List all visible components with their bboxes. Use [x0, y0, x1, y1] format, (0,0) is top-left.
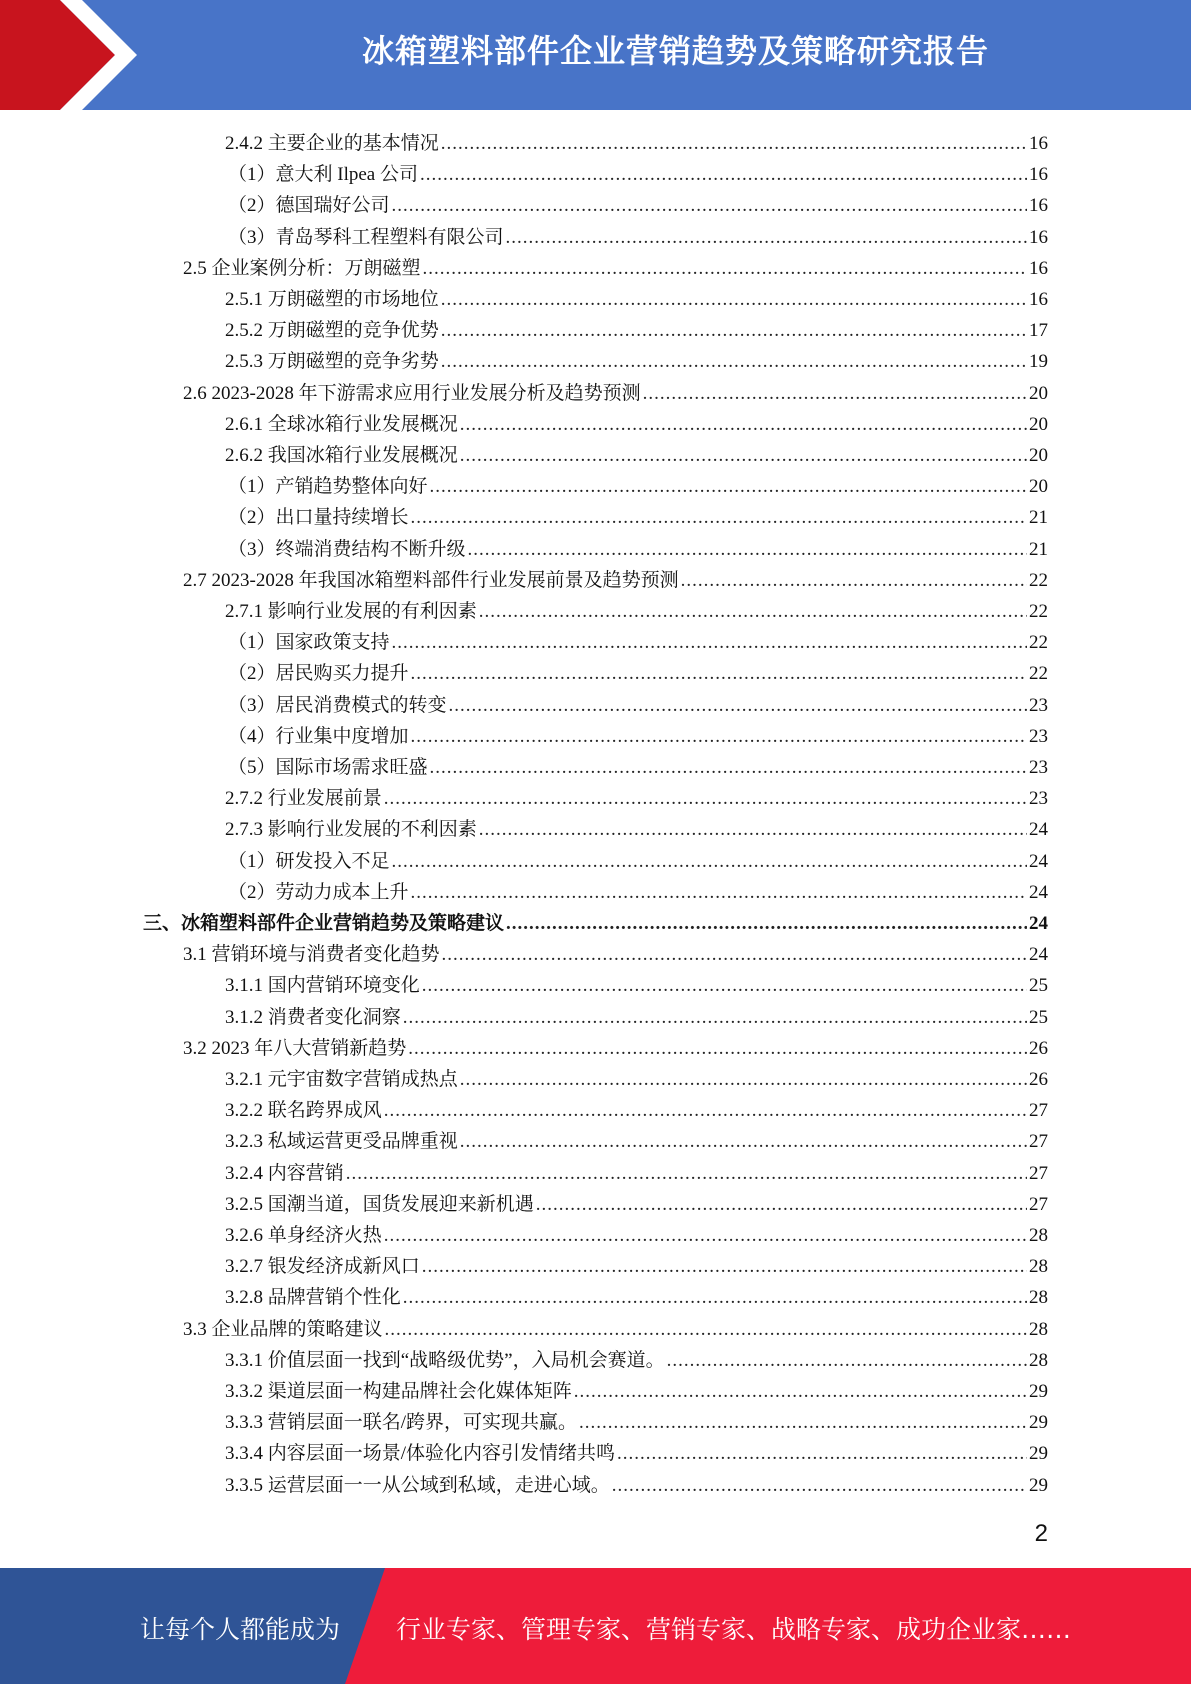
toc-entry-label: （3）终端消费结构不断升级	[228, 538, 466, 560]
toc-entry[interactable]	[183, 565, 1048, 596]
toc-dot-leader	[612, 1475, 1027, 1497]
toc-entry[interactable]	[183, 378, 1048, 409]
toc-entry-page: 21	[1029, 507, 1048, 529]
toc-entry-label: 3.3.5 运营层面一一从公域到私域，走进心域。	[225, 1474, 610, 1496]
toc-entry[interactable]	[228, 846, 1048, 877]
toc-dot-leader	[506, 913, 1027, 935]
toc-entry-label: 2.7.3 影响行业发展的不利因素	[225, 819, 477, 841]
toc-dot-leader	[411, 507, 1027, 529]
toc-entry-page: 28	[1029, 1256, 1048, 1278]
toc-entry[interactable]	[225, 1470, 1048, 1501]
toc-entry[interactable]	[225, 596, 1048, 627]
toc-dot-leader	[460, 445, 1027, 467]
toc-entry[interactable]	[225, 1126, 1048, 1157]
toc-dot-leader	[468, 539, 1027, 561]
toc-dot-leader	[479, 601, 1027, 623]
toc-entry-label: 2.5.1 万朗磁塑的市场地位	[225, 289, 439, 310]
toc-entry-page: 26	[1029, 1069, 1048, 1090]
page-number: 2	[1034, 1520, 1048, 1547]
toc-entry-label: （1）国家政策支持	[228, 632, 390, 654]
toc-dot-leader	[384, 788, 1027, 810]
toc-dot-leader	[441, 289, 1027, 311]
toc-dot-leader	[681, 570, 1027, 592]
toc-entry[interactable]	[225, 284, 1048, 315]
toc-entry-page: 19	[1029, 351, 1048, 373]
toc-entry-page: 29	[1029, 1443, 1048, 1465]
toc-entry-page: 25	[1029, 975, 1048, 997]
toc-entry-label: 三、冰箱塑料部件企业营销趋势及策略建议	[143, 913, 505, 934]
page-footer	[0, 1568, 1191, 1684]
toc-dot-leader	[403, 1007, 1027, 1029]
toc-entry-label: （3）居民消费模式的转变	[228, 694, 447, 716]
toc-dot-leader	[423, 258, 1027, 280]
toc-entry[interactable]	[228, 534, 1048, 565]
toc-entry-page: 24	[1029, 881, 1048, 903]
toc-entry[interactable]	[228, 471, 1048, 502]
toc-dot-leader	[441, 320, 1027, 342]
toc-entry-page: 27	[1029, 1193, 1048, 1215]
header-arrow-decoration	[0, 0, 200, 110]
toc-entry-label: 3.3.4 内容层面一场景/体验化内容引发情绪共鸣	[225, 1443, 616, 1465]
toc-entry-label: 3.2.2 联名跨界成风	[225, 1100, 382, 1122]
toc-entry-label: 3.2.6 单身经济火热	[225, 1225, 382, 1246]
toc-entry[interactable]	[225, 1189, 1048, 1220]
toc-entry-label: 3.2.5 国潮当道，国货发展迎来新机遇	[225, 1193, 534, 1215]
toc-entry-label: 3.2.4 内容营销	[225, 1162, 344, 1184]
toc-entry-label: 2.5.2 万朗磁塑的竞争优势	[225, 320, 439, 342]
toc-entry-page: 29	[1029, 1474, 1048, 1496]
toc-dot-leader	[392, 632, 1027, 654]
toc-entry[interactable]	[225, 814, 1048, 845]
toc-entry-page: 22	[1029, 601, 1048, 622]
toc-entry-label: 3.3.1 价值层面一找到“战略级优势”，入局机会赛道。	[225, 1349, 665, 1371]
toc-entry-page: 24	[1029, 913, 1048, 934]
toc-entry-page: 24	[1029, 944, 1048, 966]
toc-entry-page: 22	[1029, 663, 1048, 685]
toc-entry[interactable]	[225, 1220, 1048, 1251]
toc-entry-page: 27	[1029, 1131, 1048, 1153]
toc-entry[interactable]	[228, 721, 1048, 752]
toc-entry-label: （2）德国瑞好公司	[228, 195, 390, 217]
toc-entry[interactable]	[143, 908, 1048, 939]
toc-entry-label: 3.2.8 品牌营销个性化	[225, 1287, 401, 1309]
toc-dot-leader	[408, 1038, 1027, 1060]
toc-entry-page: 22	[1029, 569, 1048, 591]
toc-entry[interactable]	[228, 222, 1048, 253]
footer-roles: 行业专家、管理专家、营销专家、战略专家、成功企业家……	[396, 1615, 1072, 1644]
toc-entry[interactable]	[225, 783, 1048, 814]
toc-entry-label: 2.6.2 我国冰箱行业发展概况	[225, 445, 458, 466]
toc-entry-label: （2）劳动力成本上升	[228, 881, 409, 903]
toc-entry-page: 23	[1029, 788, 1048, 810]
toc-entry-page: 20	[1029, 445, 1048, 466]
toc-entry[interactable]	[228, 159, 1048, 190]
toc-entry[interactable]	[228, 502, 1048, 533]
toc-entry-label: 3.2.7 银发经济成新风口	[225, 1256, 420, 1278]
toc-entry-label: 2.4.2 主要企业的基本情况	[225, 133, 439, 154]
toc-dot-leader	[643, 383, 1027, 405]
toc-entry[interactable]	[228, 752, 1048, 783]
toc-dot-leader	[392, 195, 1027, 217]
toc-dot-leader	[460, 414, 1027, 436]
toc-entry[interactable]	[225, 1282, 1048, 1313]
document-title: 冰箱塑料部件企业营销趋势及策略研究报告	[361, 32, 989, 70]
toc-entry-label: 2.5 企业案例分析：万朗磁塑	[183, 257, 421, 279]
toc-entry-page: 29	[1029, 1381, 1048, 1402]
footer-slogan: 让每个人都能成为	[140, 1615, 341, 1644]
toc-dot-leader	[403, 1287, 1027, 1309]
toc-entry[interactable]	[225, 1158, 1048, 1189]
toc-entry[interactable]	[225, 409, 1048, 440]
toc-entry-page: 27	[1029, 1162, 1048, 1184]
toc-entry-page: 16	[1029, 289, 1048, 310]
toc-entry-page: 26	[1029, 1037, 1048, 1059]
toc-entry[interactable]	[183, 253, 1048, 284]
toc-dot-leader	[506, 227, 1027, 249]
toc-entry-page: 23	[1029, 725, 1048, 747]
toc-entry[interactable]	[183, 939, 1048, 970]
toc-entry-page: 28	[1029, 1318, 1048, 1340]
toc-entry[interactable]	[225, 1002, 1048, 1033]
toc-entry-label: （1）意大利 Ilpea 公司	[228, 164, 418, 186]
toc-entry-page: 28	[1029, 1287, 1048, 1309]
toc-dot-leader	[384, 1225, 1027, 1247]
toc-dot-leader	[411, 726, 1027, 748]
toc-entry-label: （3）青岛琴科工程塑料有限公司	[228, 226, 504, 248]
toc-entry-page: 16	[1029, 195, 1048, 217]
toc-dot-leader	[579, 1412, 1027, 1434]
toc-entry[interactable]	[228, 627, 1048, 658]
toc-entry-page: 28	[1029, 1225, 1048, 1246]
toc-entry-page: 21	[1029, 538, 1048, 560]
toc-entry[interactable]	[225, 1438, 1048, 1469]
toc-entry-page: 28	[1029, 1349, 1048, 1371]
toc-entry-label: （2）出口量持续增长	[228, 507, 409, 529]
toc-entry-page: 20	[1029, 382, 1048, 404]
toc-entry-label: 3.2.1 元宇宙数字营销成热点	[225, 1069, 458, 1090]
toc-dot-leader	[442, 944, 1027, 966]
toc-entry-label: 3.1.2 消费者变化洞察	[225, 1006, 401, 1028]
toc-dot-leader	[346, 1163, 1027, 1185]
page-header	[0, 0, 1191, 110]
toc-entry[interactable]	[225, 128, 1048, 159]
toc-entry-label: 3.1 营销环境与消费者变化趋势	[183, 944, 440, 966]
toc-entry[interactable]	[225, 440, 1048, 471]
toc-dot-leader	[430, 476, 1027, 498]
toc-dot-leader	[449, 695, 1027, 717]
toc-entry[interactable]	[225, 315, 1048, 346]
toc-entry-label: 3.2 2023 年八大营销新趋势	[183, 1037, 407, 1059]
toc-dot-leader	[420, 164, 1027, 186]
toc-dot-leader	[536, 1194, 1027, 1216]
toc-entry-page: 16	[1029, 226, 1048, 248]
toc-dot-leader	[385, 1319, 1027, 1341]
toc-dot-leader	[617, 1443, 1027, 1465]
toc-entry-label: 2.7.2 行业发展前景	[225, 788, 382, 810]
toc-entry-page: 20	[1029, 476, 1048, 498]
toc-dot-leader	[441, 351, 1027, 373]
toc-entry-label: （1）研发投入不足	[228, 850, 390, 872]
toc-entry-label: 3.2.3 私域运营更受品牌重视	[225, 1131, 458, 1153]
toc-dot-leader	[430, 757, 1027, 779]
toc-entry-label: 3.3.3 营销层面一联名/跨界，可实现共赢。	[225, 1412, 578, 1434]
toc-dot-leader	[384, 1100, 1027, 1122]
toc-entry-page: 16	[1029, 164, 1048, 186]
toc-entry[interactable]	[228, 190, 1048, 221]
toc-entry-page: 22	[1029, 632, 1048, 654]
toc-entry[interactable]	[225, 1345, 1048, 1376]
toc-entry-page: 23	[1029, 757, 1048, 778]
toc-entry-label: 2.7 2023-2028 年我国冰箱塑料部件行业发展前景及趋势预测	[183, 569, 679, 591]
toc-entry[interactable]	[183, 1314, 1048, 1345]
toc-dot-leader	[441, 133, 1027, 155]
toc-entry-page: 16	[1029, 133, 1048, 154]
toc-entry-page: 29	[1029, 1412, 1048, 1434]
toc-entry-label: （2）居民购买力提升	[228, 663, 409, 685]
toc-entry-label: （4）行业集中度增加	[228, 725, 409, 747]
toc-entry[interactable]	[228, 690, 1048, 721]
toc-entry[interactable]	[225, 1095, 1048, 1126]
toc-entry[interactable]	[225, 1407, 1048, 1438]
toc-entry[interactable]	[225, 1064, 1048, 1095]
toc-entry[interactable]	[225, 346, 1048, 377]
toc-dot-leader	[574, 1381, 1027, 1403]
toc-entry-page: 20	[1029, 413, 1048, 435]
toc-dot-leader	[422, 975, 1027, 997]
toc-dot-leader	[411, 882, 1027, 904]
toc-entry-label: 2.7.1 影响行业发展的有利因素	[225, 601, 477, 622]
toc-entry-label: 2.6 2023-2028 年下游需求应用行业发展分析及趋势预测	[183, 382, 641, 404]
toc-entry-label: 3.3 企业品牌的策略建议	[183, 1318, 383, 1340]
toc-entry[interactable]	[225, 970, 1048, 1001]
toc-entry-label: 2.6.1 全球冰箱行业发展概况	[225, 413, 458, 435]
toc-entry[interactable]	[228, 658, 1048, 689]
toc-dot-leader	[479, 819, 1027, 841]
toc-entry-label: （5）国际市场需求旺盛	[228, 757, 428, 778]
toc-entry-page: 17	[1029, 320, 1048, 342]
toc-entry-label: 3.1.1 国内营销环境变化	[225, 975, 420, 997]
toc-dot-leader	[422, 1256, 1027, 1278]
toc-entry[interactable]	[183, 1033, 1048, 1064]
toc-entry[interactable]	[225, 1376, 1048, 1407]
toc-entry[interactable]	[225, 1251, 1048, 1282]
toc-dot-leader	[392, 851, 1027, 873]
toc-entry-page: 24	[1029, 819, 1048, 841]
toc-entry-page: 24	[1029, 850, 1048, 872]
toc-entry-page: 25	[1029, 1006, 1048, 1028]
toc-dot-leader	[460, 1131, 1027, 1153]
toc-entry[interactable]	[228, 877, 1048, 908]
toc-entry-label: 2.5.3 万朗磁塑的竞争劣势	[225, 351, 439, 373]
toc-dot-leader	[460, 1069, 1027, 1091]
toc-entry-label: 3.3.2 渠道层面一构建品牌社会化媒体矩阵	[225, 1381, 572, 1402]
toc-dot-leader	[667, 1350, 1027, 1372]
toc-entry-label: （1）产销趋势整体向好	[228, 476, 428, 498]
toc-entry-page: 23	[1029, 694, 1048, 716]
toc-entry-page: 16	[1029, 257, 1048, 279]
toc-entry-page: 27	[1029, 1100, 1048, 1122]
toc-dot-leader	[411, 663, 1027, 685]
